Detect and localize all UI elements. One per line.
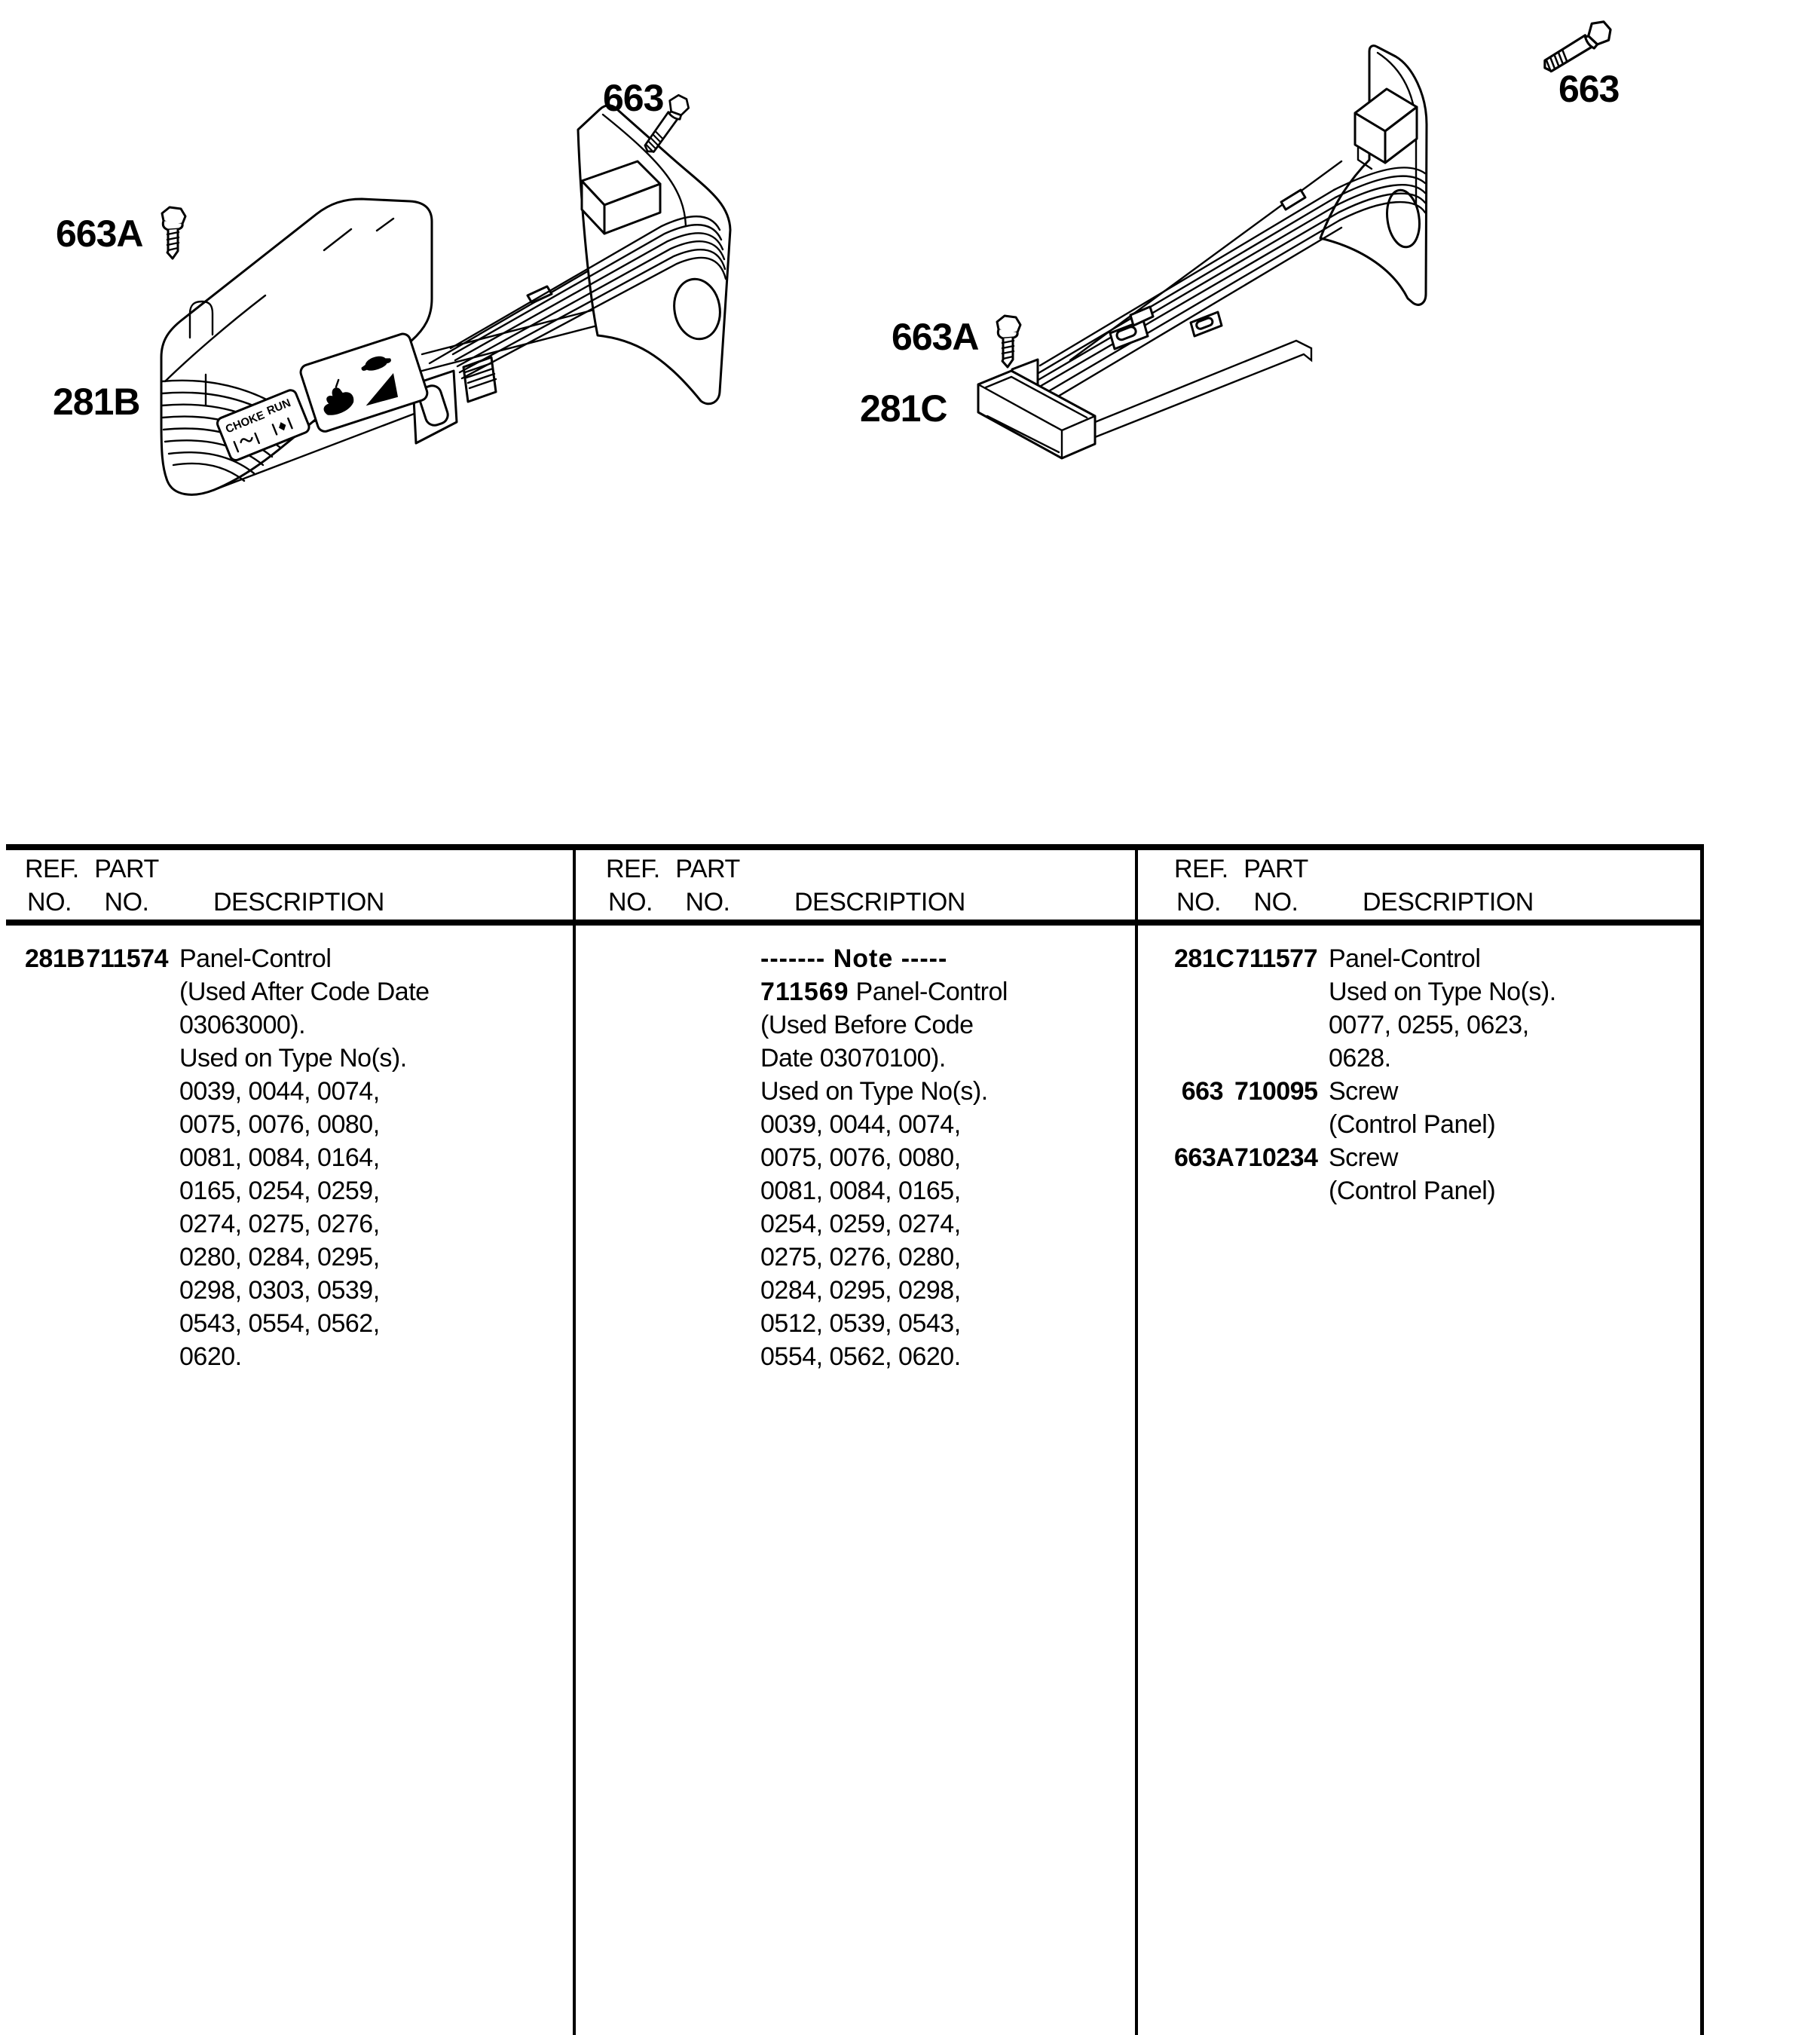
table-row — [6, 942, 573, 1373]
table-row — [576, 942, 1135, 1373]
description-line: 0275, 0276, 0280, — [760, 1243, 961, 1271]
description-line: 0039, 0044, 0074, — [760, 1110, 961, 1139]
table-header-separator — [6, 920, 1704, 926]
table-right-border — [1700, 844, 1704, 2035]
ref-no-cell: 281B — [25, 944, 85, 973]
description-line: Screw — [1329, 1077, 1398, 1106]
part-no-header: PART NO. — [94, 855, 159, 917]
label-663a-left: 663A — [56, 213, 143, 255]
table-row — [1138, 1075, 1700, 1141]
description-line: 0165, 0254, 0259, — [179, 1177, 380, 1205]
ref-no-header: REF. NO. — [25, 855, 79, 917]
description-line: Used on Type No(s). — [179, 1044, 407, 1073]
table-body-col1 — [6, 942, 573, 1373]
end-plate — [1320, 46, 1427, 305]
table-row — [1138, 1141, 1700, 1207]
ref-no-cell: 663 — [1181, 1077, 1223, 1106]
description-line: 0077, 0255, 0623, — [1329, 1011, 1529, 1039]
label-663-right: 663 — [1558, 68, 1620, 110]
description-line: 0274, 0275, 0276, — [179, 1210, 380, 1238]
part-no-cell: 710234 — [1234, 1143, 1318, 1172]
table-body-col3 — [1138, 942, 1700, 1207]
description-line: (Control Panel) — [1329, 1110, 1496, 1139]
description-cell — [1329, 942, 1700, 1075]
description-header: DESCRIPTION — [1363, 888, 1534, 917]
table-header-col1 — [6, 852, 592, 919]
screw-663a-icon — [997, 316, 1020, 367]
label-281b: 281B — [53, 381, 140, 423]
description-line: 0075, 0076, 0080, — [179, 1110, 380, 1139]
description-line: (Used After Code Date — [179, 978, 430, 1006]
table-row — [1138, 942, 1700, 1075]
label-663-left: 663 — [603, 77, 664, 119]
control-panel-281b-illustration — [0, 0, 791, 528]
description-line: 0554, 0562, 0620. — [760, 1342, 961, 1371]
part-no-cell: 710095 — [1234, 1077, 1318, 1106]
ref-no-header: REF. NO. — [1174, 855, 1228, 917]
control-panel-281c-illustration — [814, 0, 1820, 497]
table-header-col2 — [576, 852, 1165, 919]
label-663a-right: 663A — [892, 316, 979, 358]
description-line: 0280, 0284, 0295, — [179, 1243, 380, 1271]
part-no-cell: 711577 — [1235, 944, 1317, 973]
description-cell — [1329, 1141, 1700, 1207]
ref-no-cell: 663A — [1174, 1143, 1234, 1172]
description-line: 0081, 0084, 0164, — [179, 1143, 380, 1172]
label-281c: 281C — [860, 387, 947, 430]
description-line: 711569 Panel-Control — [760, 978, 1008, 1006]
description-line: 0039, 0044, 0074, — [179, 1077, 380, 1106]
description-line: Used on Type No(s). — [760, 1077, 988, 1106]
ref-no-cell — [606, 942, 655, 1373]
description-line: 0081, 0084, 0165, — [760, 1177, 961, 1205]
description-line: 0298, 0303, 0539, — [179, 1276, 380, 1305]
ref-no-header: REF. NO. — [606, 855, 660, 917]
description-line: 0284, 0295, 0298, — [760, 1276, 961, 1305]
foot-bracket — [978, 341, 1311, 458]
table-top-border — [6, 844, 1704, 850]
description-line: Used on Type No(s). — [1329, 978, 1556, 1006]
part-no-header: PART NO. — [675, 855, 740, 917]
description-line: 0628. — [1329, 1044, 1391, 1073]
description-line: (Control Panel) — [1329, 1177, 1496, 1205]
ref-no-cell: 281C — [1174, 944, 1234, 973]
part-no-header: PART NO. — [1243, 855, 1308, 917]
run-label: RUN — [265, 396, 293, 418]
description-cell — [760, 942, 1135, 1373]
description-line: 0512, 0539, 0543, — [760, 1309, 961, 1338]
description-line: ------- Note ----- — [760, 944, 948, 973]
description-header: DESCRIPTION — [794, 888, 965, 917]
description-line: (Used Before Code — [760, 1011, 974, 1039]
description-cell — [179, 942, 573, 1373]
description-line: 0620. — [179, 1342, 242, 1371]
choke-label: CHOKE — [223, 409, 267, 436]
description-line: Screw — [1329, 1143, 1398, 1172]
description-line: Panel-Control — [179, 944, 332, 973]
description-line: Date 03070100). — [760, 1044, 946, 1073]
description-line: 03063000). — [179, 1011, 306, 1039]
description-line: 0075, 0076, 0080, — [760, 1143, 961, 1172]
description-line: 0254, 0259, 0274, — [760, 1210, 961, 1238]
screw-663a-icon — [162, 207, 185, 259]
part-no-cell — [666, 942, 749, 1373]
part-no-cell: 711574 — [86, 944, 168, 973]
table-body-col2 — [576, 942, 1135, 1373]
description-header: DESCRIPTION — [213, 888, 384, 917]
table-header-col3 — [1138, 852, 1736, 919]
description-line: 0543, 0554, 0562, — [179, 1309, 380, 1338]
description-cell — [1329, 1075, 1700, 1141]
description-line: Panel-Control — [1329, 944, 1481, 973]
